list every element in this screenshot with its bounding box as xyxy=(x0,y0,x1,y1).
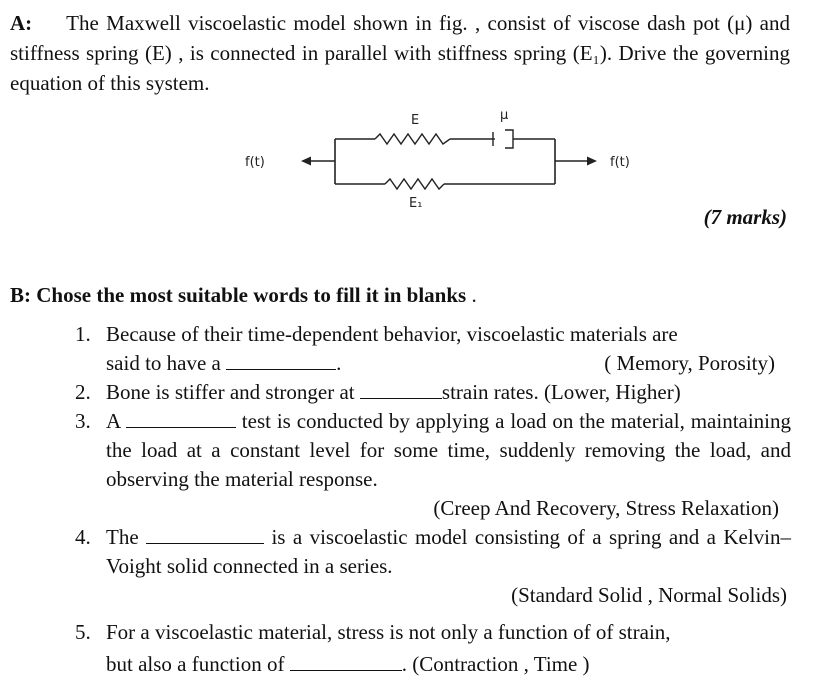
item-line-text xyxy=(106,349,341,378)
item-body xyxy=(106,320,791,378)
item-options: ( Memory, Porosity) xyxy=(604,351,775,375)
label-e: E xyxy=(411,113,420,128)
item-text-post: . (Contraction , Time ) xyxy=(401,652,590,676)
label-mu: μ xyxy=(500,108,509,123)
item-text-pre: The xyxy=(106,525,139,549)
question-a xyxy=(10,8,790,98)
answer-blank[interactable] xyxy=(226,351,336,370)
label-force-left: f(t) xyxy=(245,155,265,170)
maxwell-model-diagram xyxy=(225,104,655,216)
question-a-label: A: xyxy=(10,11,33,35)
item-line: For a viscoelastic material, stress is not only a function of of strain, xyxy=(106,620,671,644)
item-body xyxy=(106,407,791,523)
item-number: 4. xyxy=(75,525,91,549)
list-item xyxy=(75,378,791,407)
question-b-title-end: . xyxy=(471,283,477,307)
item-body xyxy=(106,378,791,407)
spring-e-icon xyxy=(375,134,450,144)
item-text-pre: said to have a xyxy=(106,351,221,375)
item-text-post: test is conducted by applying a load on the material, maintaining the load at a constant level for some time, suddenly removing the load, and observing the material response. xyxy=(106,409,792,491)
item-number: 1. xyxy=(75,322,91,346)
marks-label: (7 marks) xyxy=(703,205,787,229)
item-text-pre: Bone is stiffer and stronger at xyxy=(106,380,355,404)
answer-blank[interactable] xyxy=(146,525,264,544)
item-text-post: strain rates. (Lower, Higher) xyxy=(441,380,681,404)
answer-blank[interactable] xyxy=(290,652,402,671)
spring-e1-icon xyxy=(385,179,444,189)
item-text-post: is a viscoelastic model consisting of a spring and a Kelvin–Voight solid connected in a series. xyxy=(106,525,792,578)
question-b-title xyxy=(10,280,477,310)
list-item xyxy=(75,320,791,378)
list-item xyxy=(75,407,791,523)
question-b-list xyxy=(75,320,791,680)
question-a-text: The Maxwell viscoelastic model shown in fig. , consist of viscose dash pot (μ) and stiffness spring (E) , is connected in parallel with stiffness spring (E₁). Drive the governing equation of this system. xyxy=(10,11,790,95)
answer-blank[interactable] xyxy=(126,409,236,428)
right-force-arrow-icon xyxy=(555,157,597,166)
label-e1: E₁ xyxy=(409,196,423,211)
item-text-post: . xyxy=(336,351,342,375)
item-number: 5. xyxy=(75,620,91,644)
item-text-pre: A xyxy=(106,409,121,433)
item-options: (Creep And Recovery, Stress Relaxation) xyxy=(433,496,779,520)
item-number: 2. xyxy=(75,380,91,404)
item-line: Because of their time-dependent behavior, viscoelastic materials are xyxy=(106,322,678,346)
item-body xyxy=(106,523,791,610)
label-force-right: f(t) xyxy=(610,155,630,170)
answer-blank[interactable] xyxy=(360,380,442,399)
dashpot-icon xyxy=(493,130,555,148)
question-b-title-text: B: Chose the most suitable words to fill it in blanks xyxy=(10,283,467,307)
item-line xyxy=(106,349,791,378)
item-number: 3. xyxy=(75,409,91,433)
list-item xyxy=(75,523,791,610)
list-item xyxy=(75,616,791,680)
item-text-pre: but also a function of xyxy=(106,652,285,676)
maxwell-model-svg xyxy=(225,104,655,216)
item-body xyxy=(106,616,791,680)
item-options: (Standard Solid , Normal Solids) xyxy=(511,583,787,607)
item-line xyxy=(106,648,791,680)
left-force-arrow-icon xyxy=(301,157,335,166)
